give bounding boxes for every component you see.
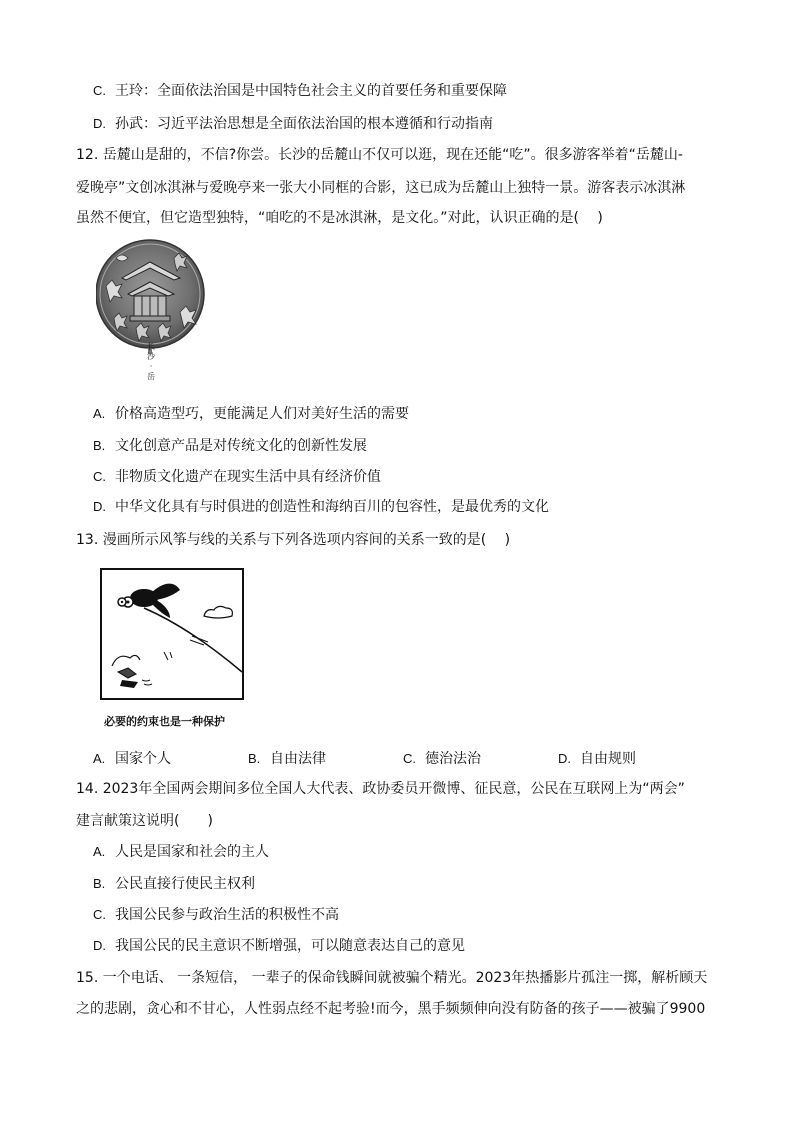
q11-option-c — [93, 81, 507, 101]
q13-option-d — [558, 749, 636, 769]
option-text: 王玲：全面依法治国是中国特色社会主义的首要任务和重要保障 — [115, 83, 507, 99]
q12-stem-line-3: 虽然不便宜，但它造型独特，“咱吃的不是冰淇淋，是文化。”对此，认识正确的是( ) — [76, 210, 603, 226]
kite-cartoon-image — [100, 568, 246, 702]
option-text: 非物质文化遗产在现实生活中具有经济价值 — [115, 469, 381, 485]
option-letter: B. — [248, 751, 261, 766]
q14-option-b — [93, 874, 255, 894]
option-text: 中华文化具有与时俱进的创造性和海纳百川的包容性，是最优秀的文化 — [115, 499, 549, 515]
option-text: 价格高造型巧，更能满足人们对美好生活的需要 — [115, 406, 409, 422]
q13-stem: 13. 漫画所示风筝与线的关系与下列各选项内容间的关系一致的是( ) — [76, 532, 511, 548]
q12-option-c — [93, 467, 381, 487]
option-letter: C. — [93, 83, 106, 98]
q14-option-c — [93, 905, 339, 925]
option-letter: D. — [93, 116, 106, 131]
option-text: 公民直接行使民主权利 — [115, 876, 255, 892]
option-text: 人民是国家和社会的主人 — [115, 844, 269, 860]
image-stamp-label: 长沙·岳 — [147, 342, 155, 381]
option-letter: D. — [93, 938, 106, 953]
q11-option-d — [93, 114, 493, 134]
option-letter: D. — [558, 751, 571, 766]
option-letter: C. — [93, 469, 106, 484]
q13-option-a — [93, 749, 171, 769]
option-text: 我国公民参与政治生活的积极性不高 — [115, 907, 339, 923]
q12-stem-line-1: 12. 岳麓山是甜的，不信?你尝。长沙的岳麓山不仅可以逛，现在还能“吃”。很多游客举着“岳麓山- — [76, 147, 683, 163]
option-text: 国家个人 — [115, 751, 171, 767]
option-letter: C. — [403, 751, 416, 766]
option-text: 自由规则 — [580, 751, 636, 767]
kite-cartoon-icon — [100, 568, 246, 702]
q13-options — [93, 749, 673, 769]
q13-option-b — [248, 749, 326, 769]
q12-stem-line-2: 爱晚亭”文创冰淇淋与爱晚亭来一张大小同框的合影，这已成为岳麓山上独特一景。游客表示冰淇淋 — [76, 180, 686, 196]
option-text: 文化创意产品是对传统文化的创新性发展 — [115, 438, 367, 454]
q14-option-d — [93, 936, 465, 956]
option-text: 我国公民的民主意识不断增强，可以随意表达自己的意见 — [115, 938, 465, 954]
q15-stem-line-2: 之的悲剧，贪心和不甘心，人性弱点经不起考验!而今，黑手频频伸向没有防备的孩子——被骗了9900 — [76, 1001, 706, 1017]
option-letter: C. — [93, 907, 106, 922]
option-text: 自由法律 — [270, 751, 326, 767]
option-letter: A. — [93, 406, 106, 421]
q12-option-b — [93, 436, 367, 456]
option-text: 孙武：习近平法治思想是全面依法治国的根本遵循和行动指南 — [115, 116, 493, 132]
option-letter: B. — [93, 438, 106, 453]
q14-stem-line-2: 建言献策这说明( ) — [76, 813, 213, 829]
option-letter: A. — [93, 844, 106, 859]
option-letter: A. — [93, 751, 106, 766]
q15-stem-line-1: 15. 一个电话、 一条短信， 一辈子的保命钱瞬间就被骗个精光。2023年热播影片孤注一掷，解析顾天 — [76, 970, 708, 986]
q14-option-a — [93, 842, 269, 862]
cartoon-caption: 必要的约束也是一种保护 — [104, 715, 225, 728]
option-letter: B. — [93, 876, 106, 891]
option-text: 德治法治 — [425, 751, 481, 767]
q13-option-c — [403, 749, 481, 769]
option-letter: D. — [93, 499, 106, 514]
q12-option-a — [93, 404, 409, 424]
q14-stem-line-1: 14. 2023年全国两会期间多位全国人大代表、政协委员开微博、征民意，公民在互联网上为“两会” — [76, 781, 685, 797]
q12-option-d — [93, 497, 549, 517]
